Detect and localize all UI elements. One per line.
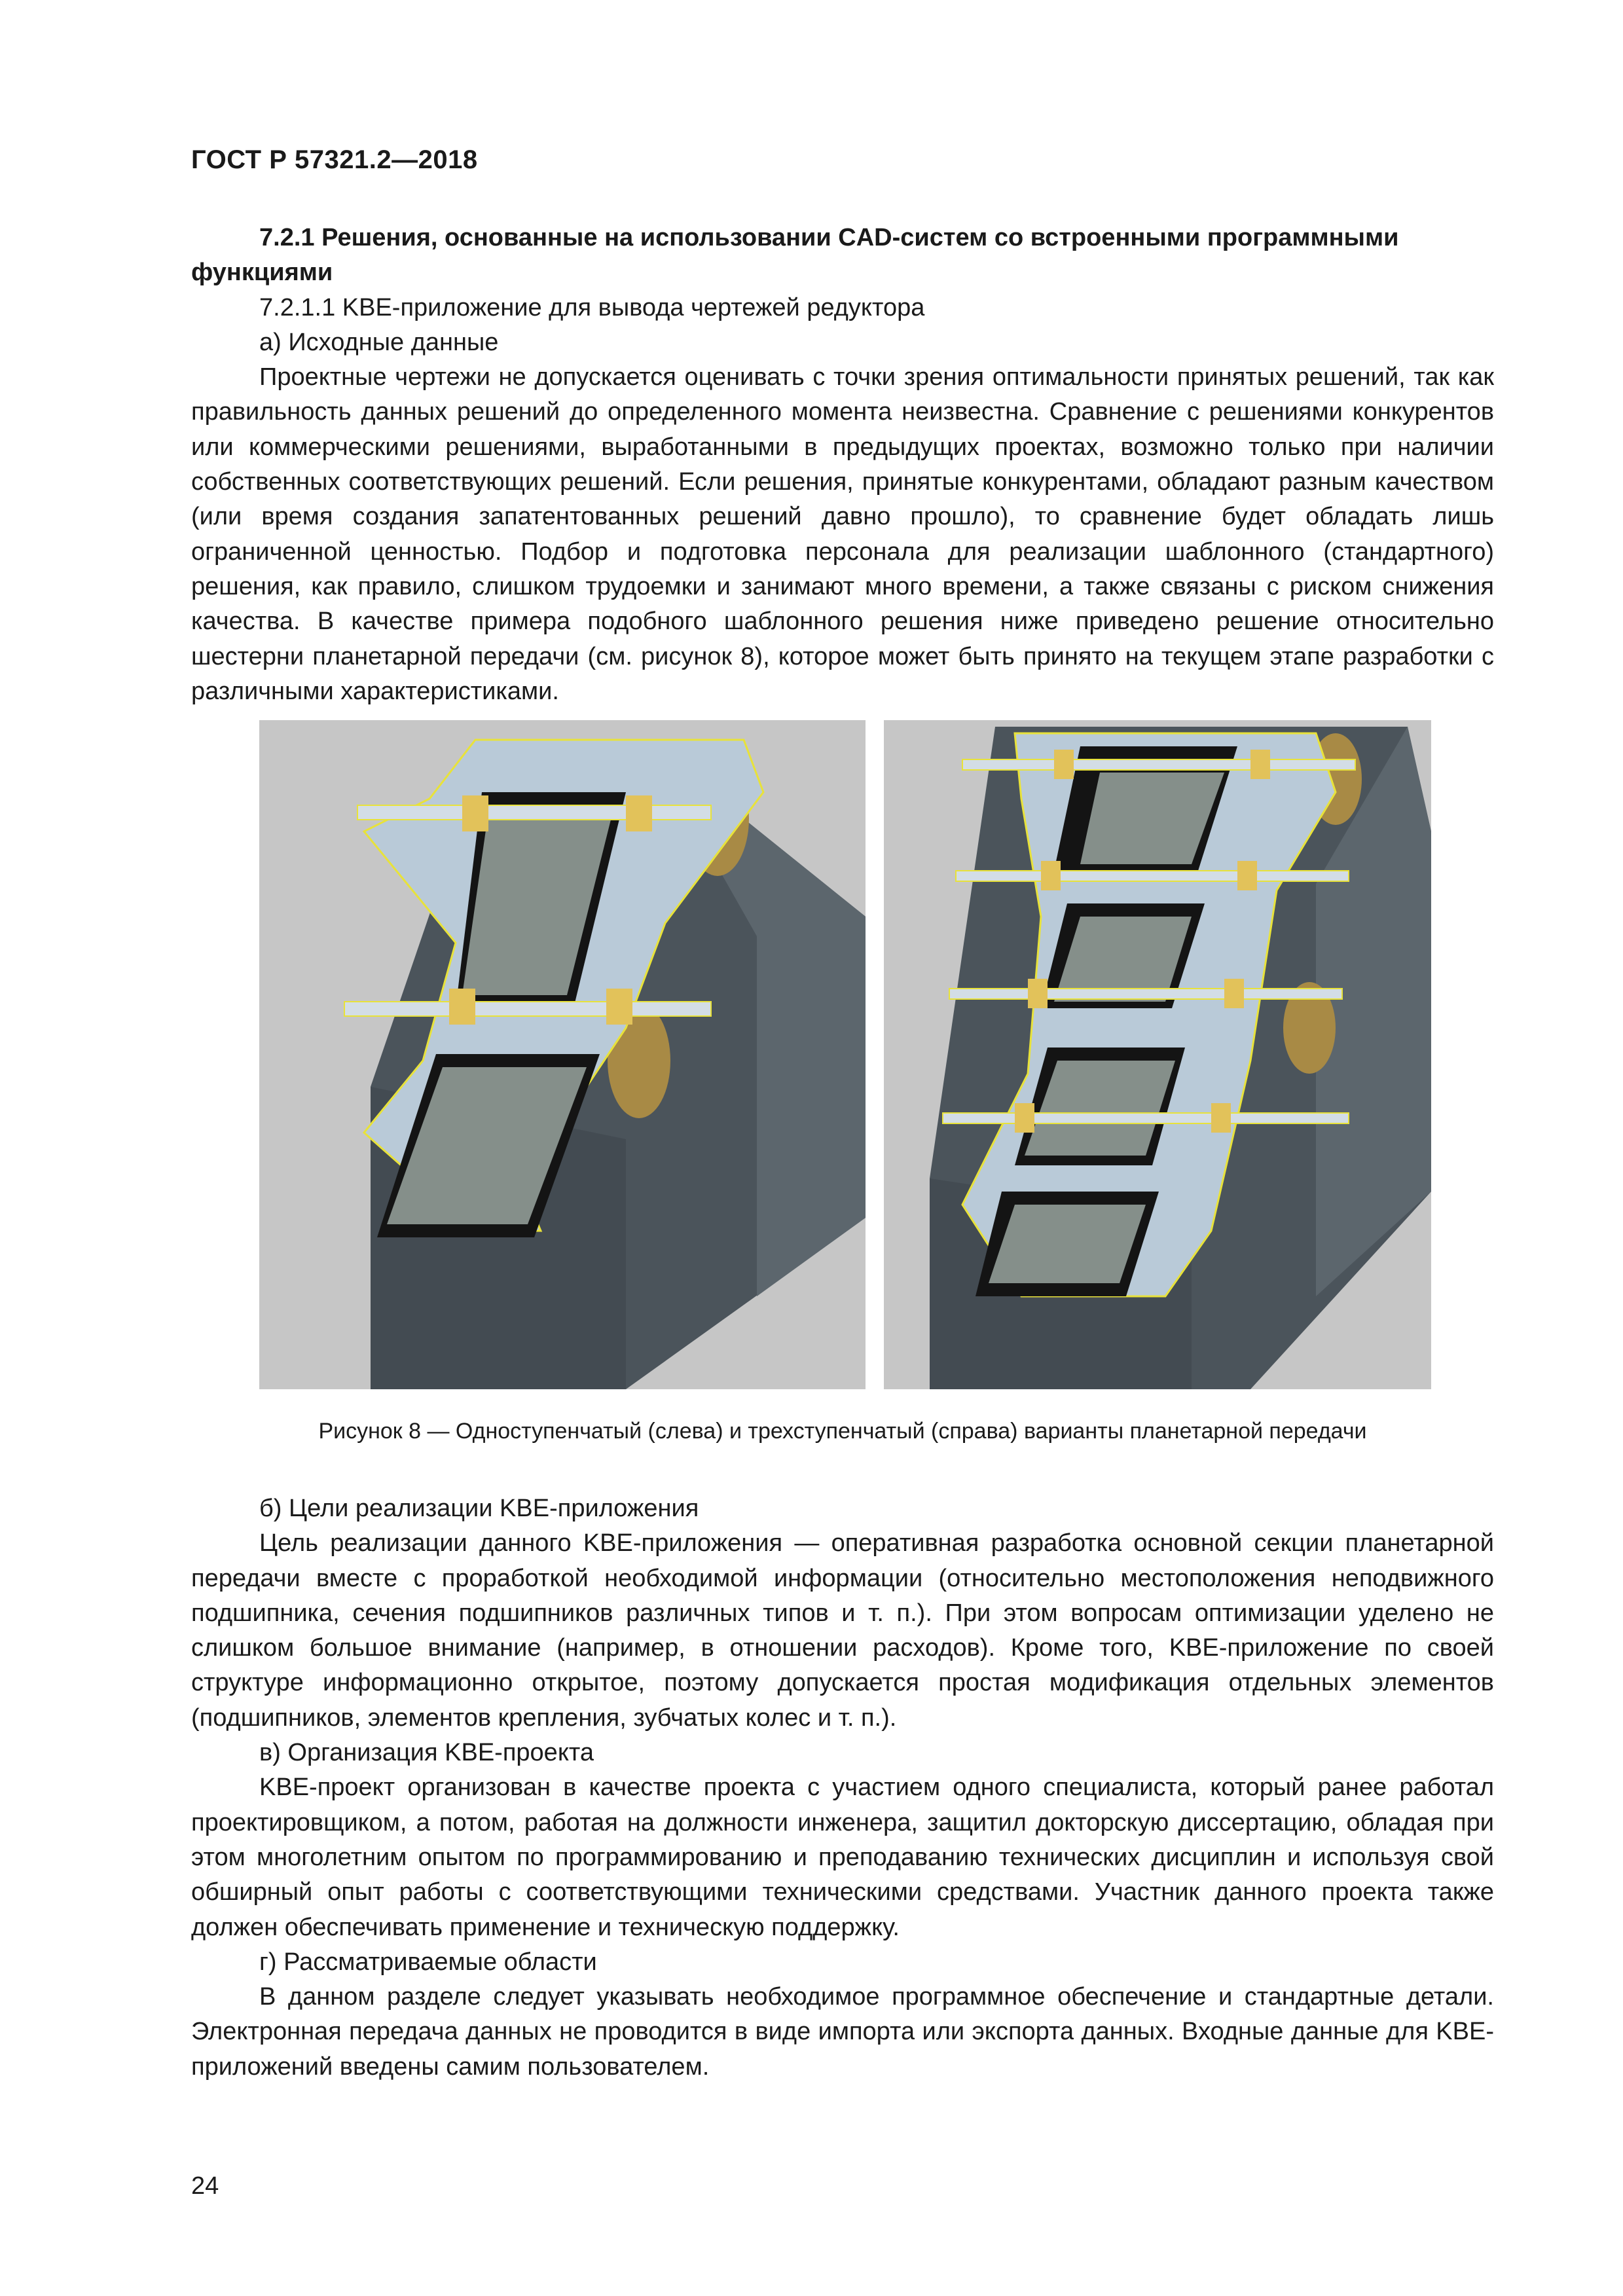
- three-stage-gear-render: [884, 720, 1431, 1389]
- section-heading: 7.2.1 Решения, основанные на использовании CAD-систем со встроенными программными функциями: [191, 224, 1399, 287]
- paragraph-initial-data: Проектные чертежи не допускается оценивать с точки зрения оптимальности принятых решений, так как правильность данных решений до определенного момента неизвестна. Сравнение с решениями конкурентов или коммерческими решениями, выработанными в предыдущих проектах, возможно только при наличии собственных соответствующих решений. Если решения, принятые конкурентами, обладают разным качеством (или время создания запатентованных решений давно прошло), то сравнение будет обладать лишь ограниченной ценностью. Подбор и подготовка персонала для реализации шаблонного (стандартного) решения, как правило, слишком трудоемки и занимают много времени, а также связаны с риском снижения качества. В качестве примера подобного шаблонного решения ниже приведено решение относительно шестерни планетарной передачи (см. рисунок 8), которое может быть принято на текущем этапе разработки с различными характеристиками.: [191, 363, 1494, 705]
- item-b-heading: б) Цели реализации KBE-приложения: [259, 1495, 699, 1522]
- paragraph-organization: KBE-проект организован в качестве проекта с участием одного специалиста, который ранее работал проектировщиком, а потом, работая на должности инженера, защитил докторскую диссертацию, обладая при этом многолетним опытом по программированию и преподаванию технических дисциплин и используя свой обширный опыт работы с соответствующими техническими средствами. Участник данного проекта также должен обеспечивать применение и техническую поддержку.: [191, 1774, 1494, 1941]
- page-number: 24: [191, 2172, 219, 2200]
- item-d-heading: г) Рассматриваемые области: [259, 1948, 597, 1976]
- paragraph-goals: Цель реализации данного KBE-приложения — оперативная разработка основной секции планетарной передачи вместе с проработкой необходимой информации (относительно местоположения неподвижного подшипника, сечения подшипников различных типов и т. п.). При этом вопросам оптимизации уделено не слишком большое внимание (например, в отношении расходов). Кроме того, KBE-приложение по своей структуре информационно открытое, поэтому допускается простая модификация отдельных элементов (подшипников, элементов крепления, зубчатых колес и т. п.).: [191, 1529, 1494, 1732]
- figure-caption: Рисунок 8 — Одноступенчатый (слева) и трехступенчатый (справа) варианты планетарной передачи: [318, 1419, 1367, 1444]
- upper-text-block: [191, 221, 1494, 709]
- figure-three-stage-gear: [884, 720, 1431, 1389]
- subsection-heading: 7.2.1.1 KBE-приложение для вывода чертежей редуктора: [259, 293, 925, 321]
- figure-single-stage-gear: [259, 720, 866, 1389]
- document-header: ГОСТ Р 57321.2—2018: [191, 145, 478, 174]
- paragraph-areas: В данном разделе следует указывать необходимое программное обеспечение и стандартные детали. Электронная передача данных не проводится в виде импорта или экспорта данных. Входные данные для KBE-приложений введены самим пользователем.: [191, 1983, 1494, 2081]
- item-a-heading: а) Исходные данные: [259, 328, 499, 356]
- item-c-heading: в) Организация KBE-проекта: [259, 1739, 594, 1767]
- single-stage-gear-render: [259, 720, 866, 1389]
- lower-text-block: [191, 1491, 1494, 2085]
